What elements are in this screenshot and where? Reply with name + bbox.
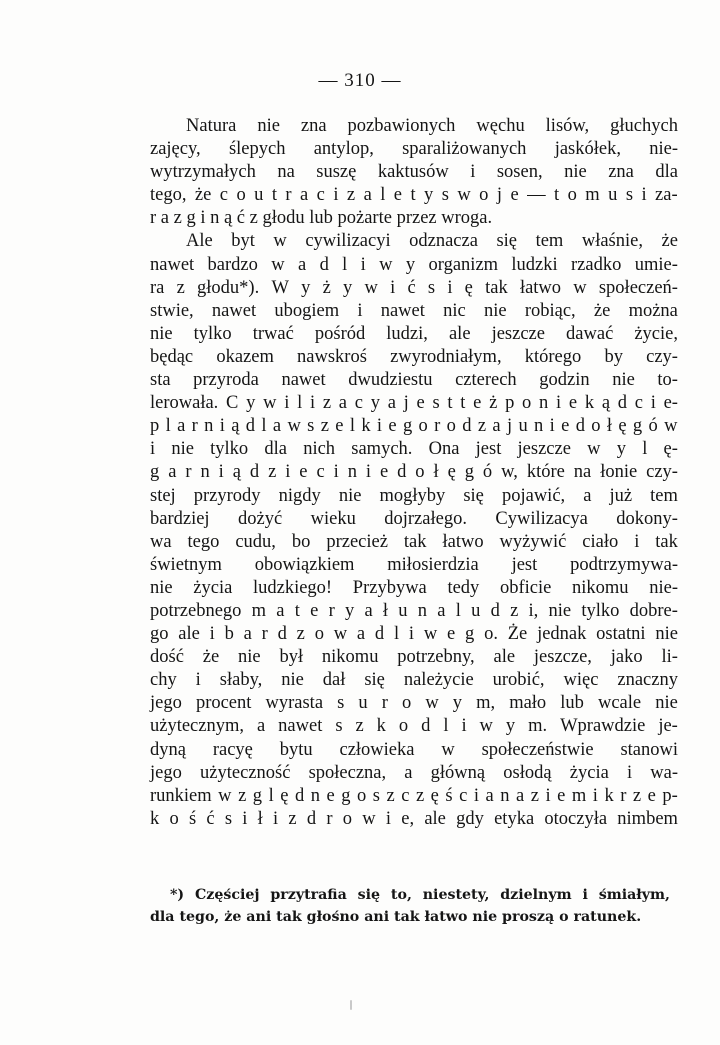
text-line: stwie, nawet ubogiem i nawet nic nie robiąc, że można: [150, 300, 678, 321]
text-line: potrzebnego m a t e r y a ł u n a l u d z i, nie tylko dobre-: [150, 600, 678, 621]
text-line: dość że nie był nikomu potrzebny, ale jeszcze, jako li-: [150, 647, 678, 668]
text-line: zajęcy, ślepych antylop, sparaliżowanych jaskółek, nie-: [150, 139, 678, 160]
text-line: Natura nie zna pozbawionych węchu lisów, głuchych: [186, 116, 678, 136]
paper-speck: [350, 1000, 352, 1010]
text-line: jego użyteczność społeczna, a główną osłodą życia i wa-: [150, 762, 678, 783]
body-text: [150, 115, 678, 831]
text-line: r a z g i n ą ć z głodu lub pożarte przez wroga.: [150, 208, 493, 229]
text-line: g a r n i ą d z i e c i n i e d o ł ę g ó w, które na łonie czy-: [150, 462, 678, 483]
text-line: będąc okazem nawskroś zwyrodniałym, którego by czy-: [150, 346, 678, 367]
text-line: dyną racyę bytu człowieka w społeczeństwie stanowi: [150, 739, 678, 760]
text-line: nie życia ludzkiego! Przybywa tedy obficie nikomu nie-: [150, 577, 678, 598]
text-line: jego procent wyrasta s u r o w y m, mało lub wcale nie: [150, 693, 678, 714]
text-line: Ale byt w cywilizacyi odznacza się tem właśnie, że: [186, 231, 678, 252]
text-line: bardziej dożyć wieku dojrzałego. Cywilizacya dokony-: [150, 508, 678, 529]
text-line: tego, że c o u t r a c i z a l e t y s w o j e — t o m u s i za-: [150, 185, 678, 206]
text-line: świetnym obowiązkiem miłosierdzia jest podtrzymywa-: [150, 554, 678, 575]
text-line: nawet bardzo w a d l i w y organizm ludzki rzadko umie-: [150, 254, 678, 275]
text-line: nie tylko trwać pośród ludzi, ale jeszcze dawać życie,: [150, 323, 678, 344]
text-line: chy i słaby, nie dał się należycie urobić, więc znaczny: [150, 670, 678, 691]
footnote-line: *) Częściej przytrafia się to, niestety, dzielnym i śmiałym,: [170, 887, 670, 903]
text-line: wytrzymałych na suszę kaktusów i sosen, nie zna dla: [150, 162, 678, 183]
text-line: lerowała. C y w i l i z a c y a j e s t t e ż p o n i e k ą d c i e-: [150, 393, 678, 414]
text-line: stej przyrody nigdy nie mogłyby się pojawić, a już tem: [150, 485, 678, 506]
text-line: użytecznym, a nawet s z k o d l i w y m. Wprawdzie je-: [150, 716, 678, 737]
text-line: p l a r n i ą d l a w s z e l k i e g o r o d z a j u n i e d o ł ę g ó w: [150, 416, 678, 437]
text-line: go ale i b a r d z o w a d l i w e g o. Że jednak ostatni nie: [150, 624, 678, 645]
text-line: k o ś ć s i ł i z d r o w i e, ale gdy etyka otoczyła nimbem: [150, 808, 678, 829]
page-number: — 310 —: [318, 70, 402, 91]
text-line: i nie tylko dla nich samych. Ona jest jeszcze w y l ę-: [150, 439, 678, 460]
text-line: wa tego cudu, bo przecież tak łatwo wyżywić ciało i tak: [150, 531, 678, 552]
footnote: [150, 884, 670, 928]
text-line: ra z głodu*). W y ż y w i ć s i ę tak łatwo w społeczeń-: [150, 277, 678, 298]
text-line: runkiem w z g l ę d n e g o s z c z ę ś c i a n a z i e m i k r z e p-: [150, 785, 678, 806]
text-line: sta przyroda nawet dwudziestu czterech godzin nie to-: [150, 370, 678, 391]
footnote-line: dla tego, że ani tak głośno ani tak łatwo nie proszą o ratunek.: [150, 909, 642, 925]
